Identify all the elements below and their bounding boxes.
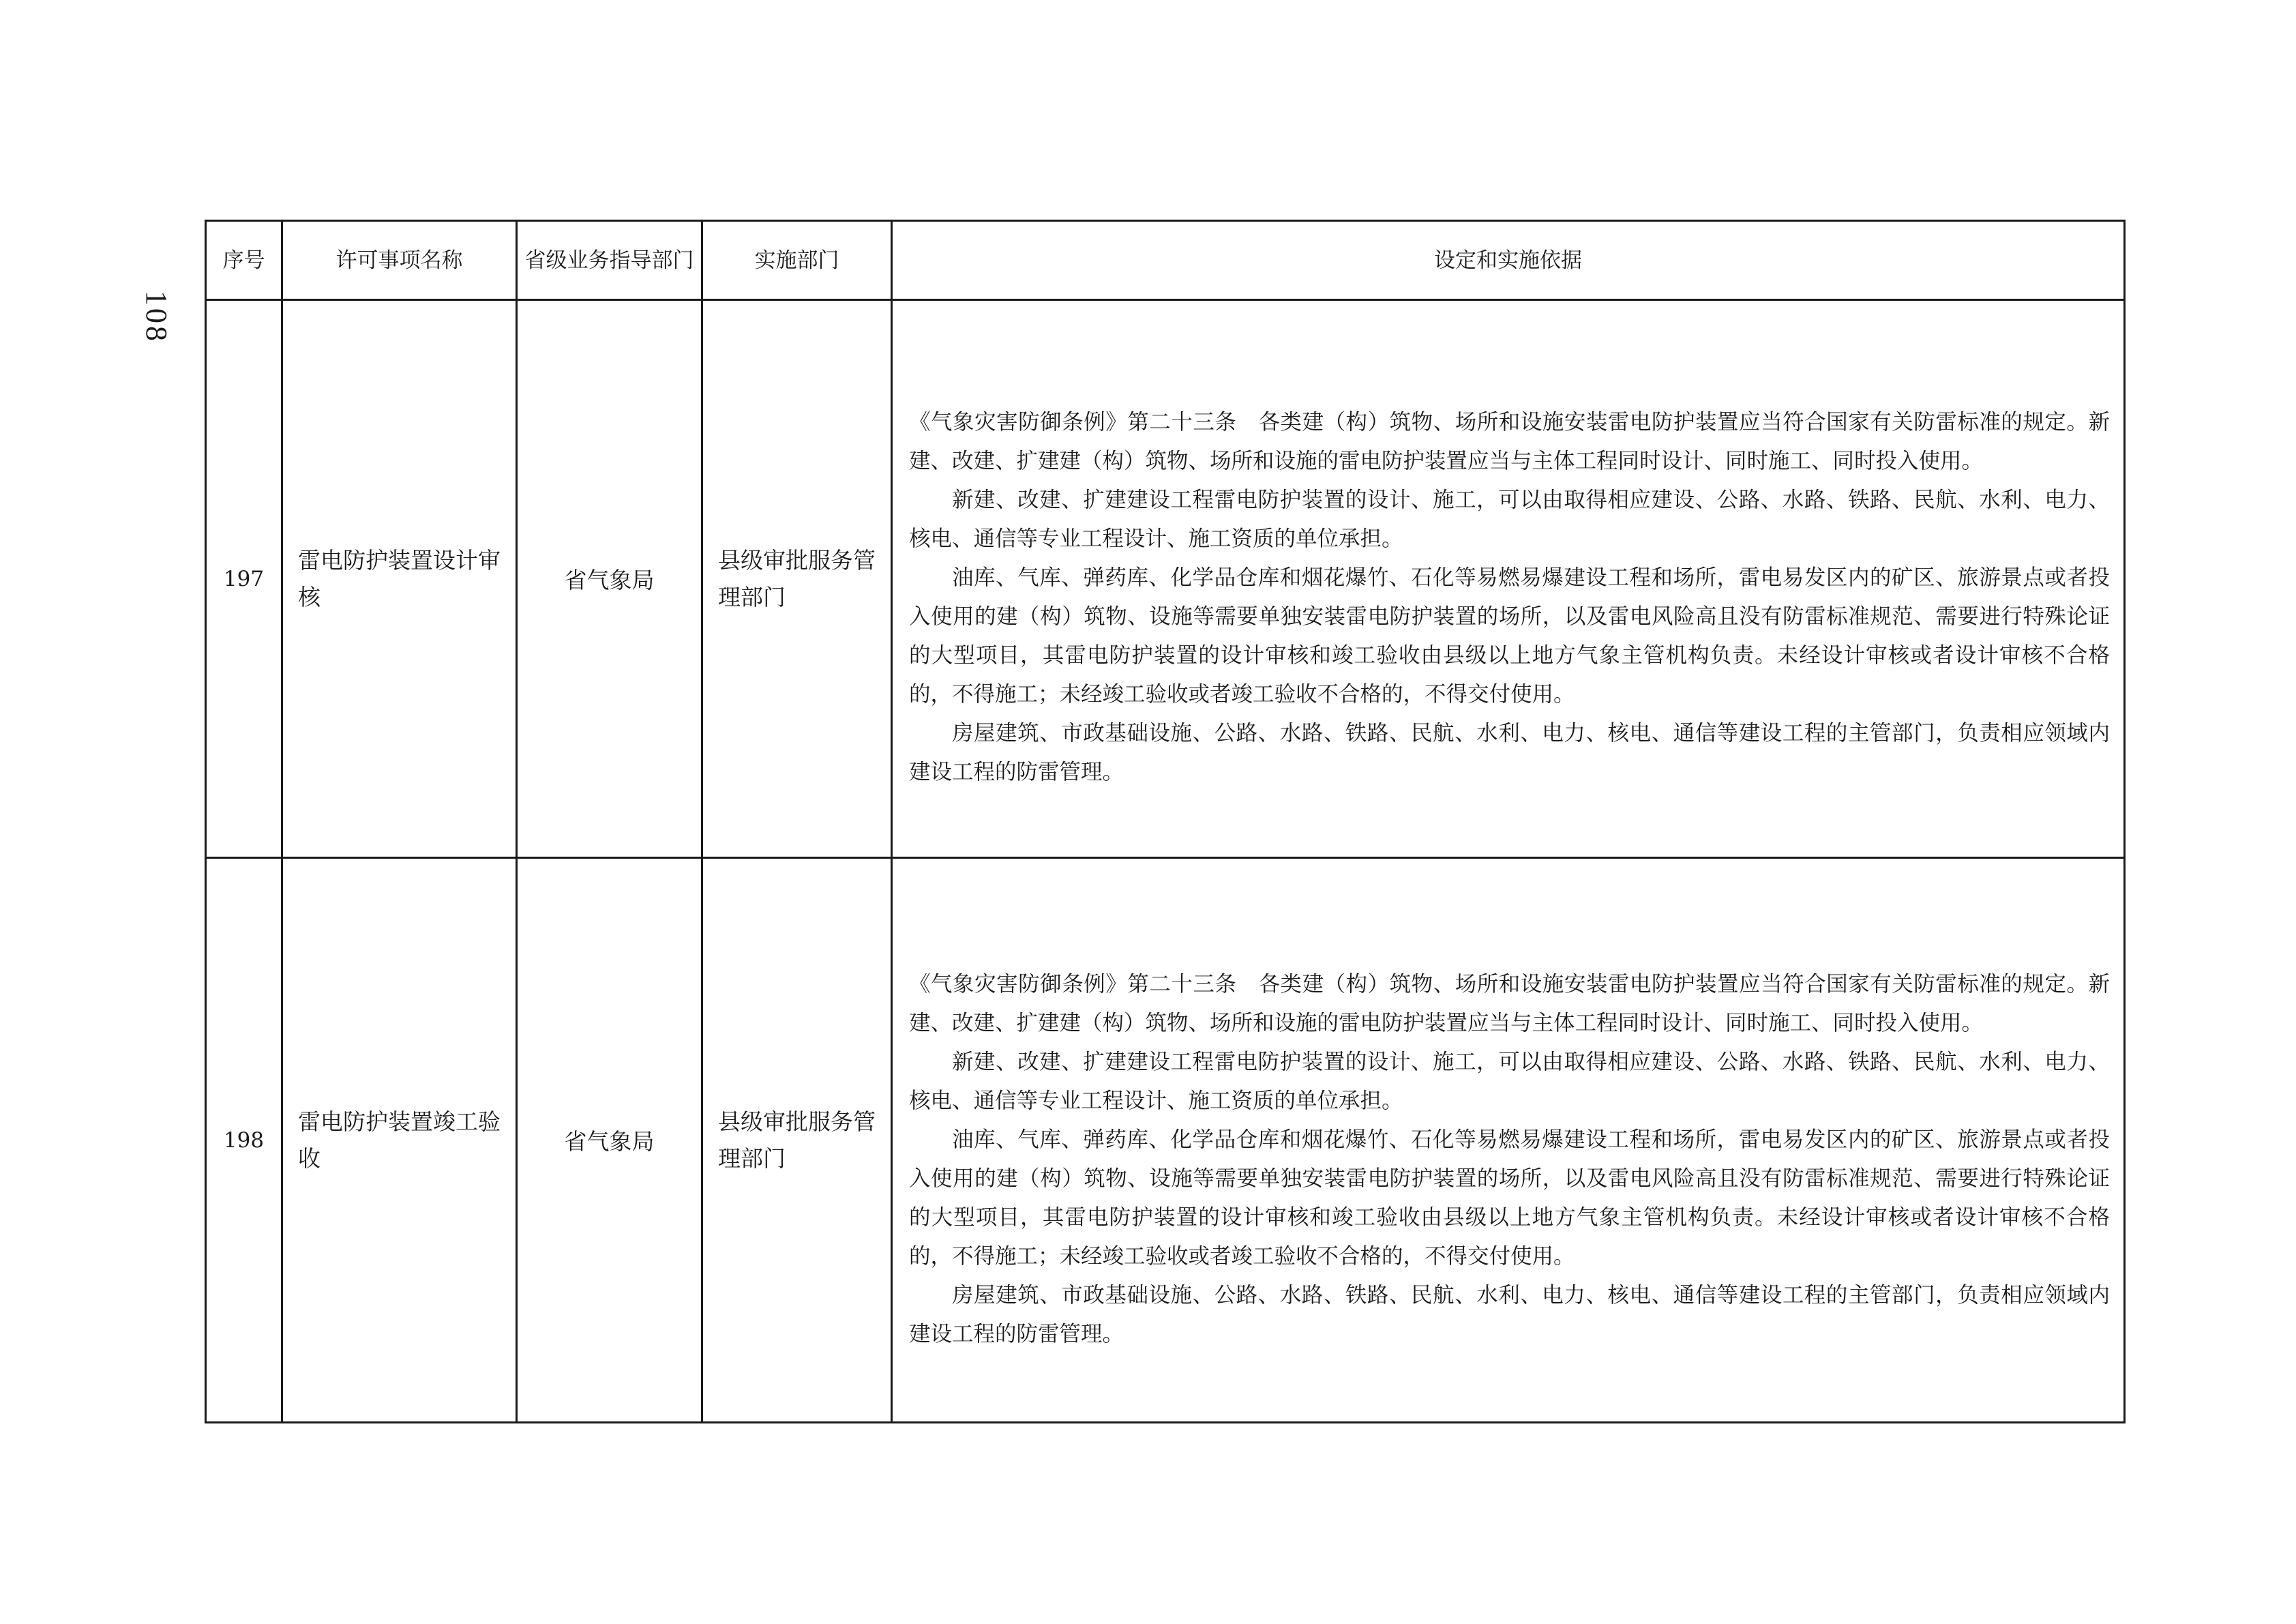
header-dept: 实施部门 [702, 221, 892, 300]
row-name: 雷电防护装置竣工验收 [282, 858, 517, 1423]
row-seq: 198 [206, 858, 282, 1423]
basis-paragraph: 《气象灾害防御条例》第二十三条 各类建（构）筑物、场所和设施安装雷电防护装置应当符合国家有关防雷标准的规定。新建、改建、扩建建（构）筑物、场所和设施的雷电防护装置应当与主体工程同时设计、同时施工、同时投入使用。 [909, 971, 2110, 1035]
row-dept: 县级审批服务管理部门 [702, 300, 892, 858]
header-seq: 序号 [206, 221, 282, 300]
page-number-text: 108 [140, 291, 174, 344]
basis-paragraph: 油库、气库、弹药库、化学品仓库和烟花爆竹、石化等易燃易爆建设工程和场所，雷电易发区内的矿区、旅游景点或者投入使用的建（构）筑物、设施等需要单独安装雷电防护装置的场所，以及雷电风险高且没有防雷标准规范、需要进行特殊论证的大型项目，其雷电防护装置的设计审核和竣工验收由县级以上地方气象主管机构负责。未经设计审核或者设计审核不合格的，不得施工；未经竣工验收或者竣工验收不合格的，不得交付使用。 [909, 565, 2110, 707]
row-dept: 县级审批服务管理部门 [702, 858, 892, 1423]
table-row [206, 300, 2125, 858]
row-name: 雷电防护装置设计审核 [282, 300, 517, 858]
basis-paragraph: 新建、改建、扩建建设工程雷电防护装置的设计、施工，可以由取得相应建设、公路、水路、铁路、民航、水利、电力、核电、通信等专业工程设计、施工资质的单位承担。 [909, 487, 2110, 551]
header-basis: 设定和实施依据 [892, 221, 2125, 300]
table-header [206, 221, 2125, 300]
table-body [206, 300, 2125, 1423]
header-name: 许可事项名称 [282, 221, 517, 300]
header-guide: 省级业务指导部门 [517, 221, 702, 300]
row-seq: 197 [206, 300, 282, 858]
basis-paragraph: 油库、气库、弹药库、化学品仓库和烟花爆竹、石化等易燃易爆建设工程和场所，雷电易发区内的矿区、旅游景点或者投入使用的建（构）筑物、设施等需要单独安装雷电防护装置的场所，以及雷电风险高且没有防雷标准规范、需要进行特殊论证的大型项目，其雷电防护装置的设计审核和竣工验收由县级以上地方气象主管机构负责。未经设计审核或者设计审核不合格的，不得施工；未经竣工验收或者竣工验收不合格的，不得交付使用。 [909, 1127, 2110, 1269]
permit-table [205, 220, 2126, 1423]
row-guide: 省气象局 [517, 300, 702, 858]
table-row [206, 858, 2125, 1423]
basis-paragraph: 房屋建筑、市政基础设施、公路、水路、铁路、民航、水利、电力、核电、通信等建设工程的主管部门，负责相应领域内建设工程的防雷管理。 [909, 720, 2110, 784]
basis-paragraph: 房屋建筑、市政基础设施、公路、水路、铁路、民航、水利、电力、核电、通信等建设工程的主管部门，负责相应领域内建设工程的防雷管理。 [909, 1282, 2110, 1346]
row-basis [892, 300, 2125, 858]
row-guide: 省气象局 [517, 858, 702, 1423]
row-basis [892, 858, 2125, 1423]
basis-paragraph: 新建、改建、扩建建设工程雷电防护装置的设计、施工，可以由取得相应建设、公路、水路、铁路、民航、水利、电力、核电、通信等专业工程设计、施工资质的单位承担。 [909, 1049, 2110, 1113]
header-row [206, 221, 2125, 300]
basis-paragraph: 《气象灾害防御条例》第二十三条 各类建（构）筑物、场所和设施安装雷电防护装置应当符合国家有关防雷标准的规定。新建、改建、扩建建（构）筑物、场所和设施的雷电防护装置应当与主体工程同时设计、同时施工、同时投入使用。 [909, 409, 2110, 473]
